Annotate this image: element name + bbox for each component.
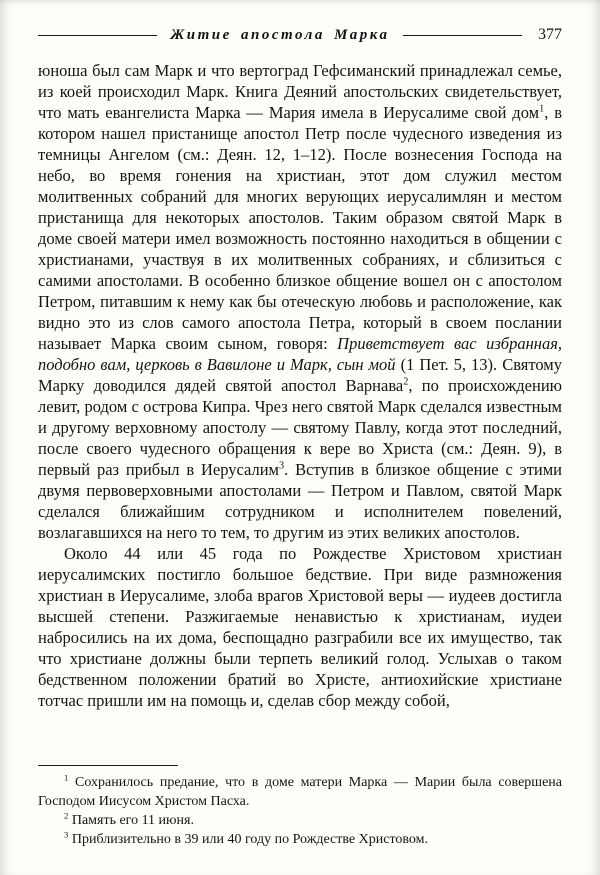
footnote-marker: 2 <box>64 810 69 821</box>
text-run: , в котором нашел пристанище апостол Петр после чудесного изведения из темницы Ангелом (см.: Деян. 12, 1–12). После вознесения Господа на небо, во время гонения на христиан, этот дом служил местом молитвенных собраний для многих верующих иерусалимлян и местом пристанища для некоторых апостолов. Таким образом святой Марк в доме своей матери имел возможность постоянно находиться в общении с христианами, участвуя в их молитвенных собраниях, и сблизиться с самими апостолами. В особенно близкое общение вошел он с апостолом Петром, питавшим к нему как бы отеческую любовь и расположение, как видно это из слов самого апостола Петра, который в своем послании называет Марка своим сыном, говоря: <box>38 103 562 353</box>
footnote <box>38 830 562 849</box>
footnote-marker: 1 <box>64 772 69 783</box>
text-run: . Вступив в близкое общение с этими двумя первоверховными апостолами — Петром и Павлом, святой Марк сделался ближайшим сотрудником и исполнителем повелений, возлагавшихся на него то тем, то другим из этих великих апостолов. <box>38 460 562 542</box>
body-text <box>38 60 562 711</box>
running-head-title: Житие апостола Марка <box>170 26 390 43</box>
paragraph <box>38 543 562 711</box>
text-run: юноша был сам Марк и что вертоград Гефсиманский принадлежал семье, из коей происходил Марк. Книга Деяний апостольских свидетельствует, что мать евангелиста Марка — Мария имела в Иерусалиме свой дом <box>38 61 562 122</box>
footnote-ref: 1 <box>539 103 545 115</box>
footnote-text: Сохранилось предание, что в доме матери Марка — Марии была совершена Господом Иисусом Христом Пасха. <box>38 775 562 809</box>
scripture-quote: Приветствует вас избранная, подобно вам, церковь в Вавилоне и Марк, сын мой <box>38 334 562 374</box>
footnote-separator <box>38 765 178 766</box>
paragraph <box>38 60 562 543</box>
header-rule-left <box>38 35 157 36</box>
running-head <box>38 24 562 46</box>
footnote-ref: 2 <box>403 376 409 388</box>
text-run: Около 44 или 45 года по Рождестве Христовом христиан иерусалимских постигло большое бедствие. При виде размножения христиан в Иерусалиме, злоба врагов Христовой веры — иудеев достигла высшей степени. Разжигаемые ненавистью к христианам, иудеи набросились на их дома, беспощадно разграбили все их имущество, так что христиане должны были терпеть великий голод. Услыхав о таком бедственном положении братий во Христе, антиохийские христиане тотчас пришли им на помощь и, сделав сбор между собой, <box>38 544 562 710</box>
text-run: , по происхождению левит, родом с острова Кипра. Чрез него святой Марк сделался известным и другому верховному апостолу — святому Павлу, когда этот последний, после своего чудесного обращения к вере во Христа (см.: Деян. 9), в первый раз прибыл в Иерусалим <box>38 376 562 479</box>
footnote-list <box>38 773 562 849</box>
page-number: 377 <box>538 26 562 43</box>
footnote <box>38 773 562 811</box>
footnote-text: Память его 11 июня. <box>68 813 194 828</box>
footnote-marker: 3 <box>64 829 69 840</box>
text-run: (1 Пет. 5, 13). Святому Марку доводился дядей святой апостол Варнава <box>38 355 562 395</box>
footnote-ref: 3 <box>279 460 285 472</box>
footnote-text: Приблизительно в 39 или 40 году по Рождестве Христовом. <box>68 832 428 847</box>
footnotes <box>38 765 562 849</box>
footnote <box>38 811 562 830</box>
header-rule-right <box>403 35 522 36</box>
